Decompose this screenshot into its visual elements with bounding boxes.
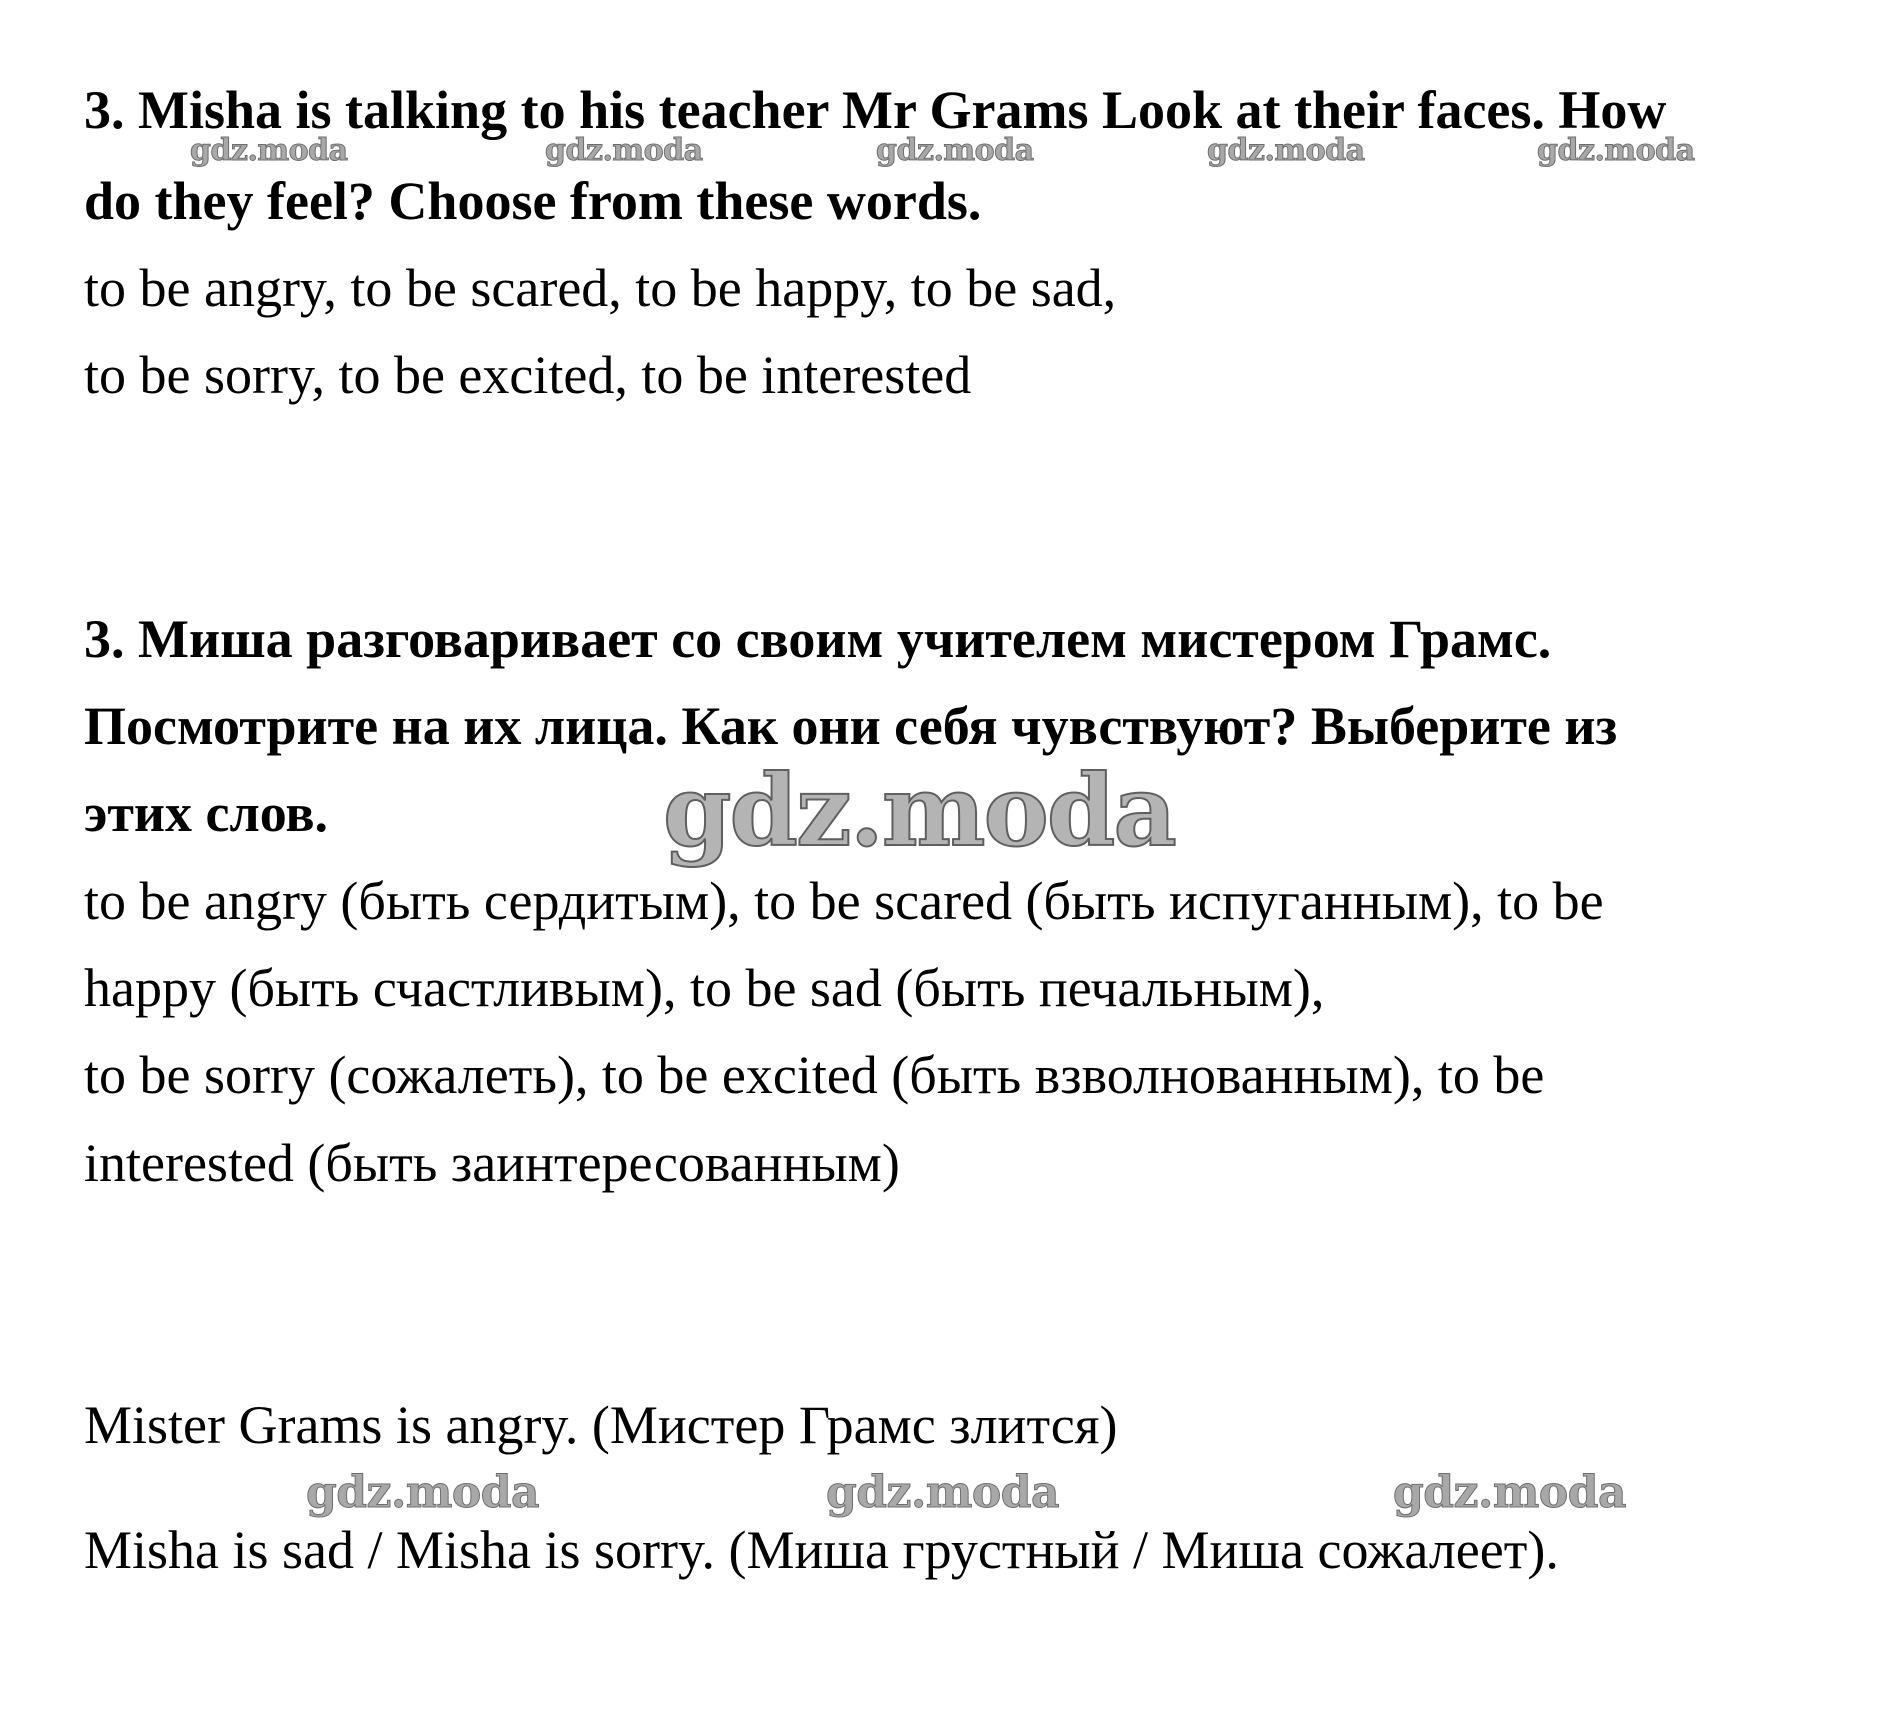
english-heading-line-2: do they feel? Choose from these words. [84, 171, 982, 231]
watermark: gdz.moda [1537, 133, 1695, 168]
russian-words-line-3: to be sorry (сожалеть), to be excited (быть взволнованным), to be [84, 1045, 1545, 1105]
watermark: gdz.moda [306, 1467, 540, 1518]
english-words-line-2: to be sorry, to be excited, to be interested [84, 345, 972, 405]
english-words-line-1: to be angry, to be scared, to be happy, to be sad, [84, 258, 1117, 318]
russian-heading-line-3: этих слов. [84, 783, 329, 843]
russian-words-line-1: to be angry (быть сердитым), to be scared (быть испуганным), to be [84, 871, 1604, 931]
russian-words-line-4: interested (быть заинтересованным) [84, 1133, 900, 1193]
english-heading-line-1: 3. Misha is talking to his teacher Mr Grams Look at their faces. How [84, 80, 1667, 140]
watermark: gdz.moda [1393, 1467, 1627, 1518]
watermark: gdz.moda [190, 133, 348, 168]
russian-words-line-2: happy (быть счастливым), to be sad (быть печальным), [84, 958, 1325, 1018]
watermark: gdz.moda [545, 133, 703, 168]
watermark: gdz.moda [663, 754, 1175, 869]
watermark: gdz.moda [826, 1467, 1060, 1518]
watermark: gdz.moda [1207, 133, 1365, 168]
russian-heading-line-2: Посмотрите на их лица. Как они себя чувствуют? Выберите из [84, 696, 1618, 756]
russian-heading-line-1: 3. Миша разговаривает со своим учителем мистером Грамс. [84, 609, 1552, 669]
answer-line-2: Misha is sad / Misha is sorry. (Миша грустный / Миша сожалеет). [84, 1520, 1559, 1580]
answer-line-1: Mister Grams is angry. (Мистер Грамс злится) [84, 1395, 1118, 1455]
watermark: gdz.moda [876, 133, 1034, 168]
